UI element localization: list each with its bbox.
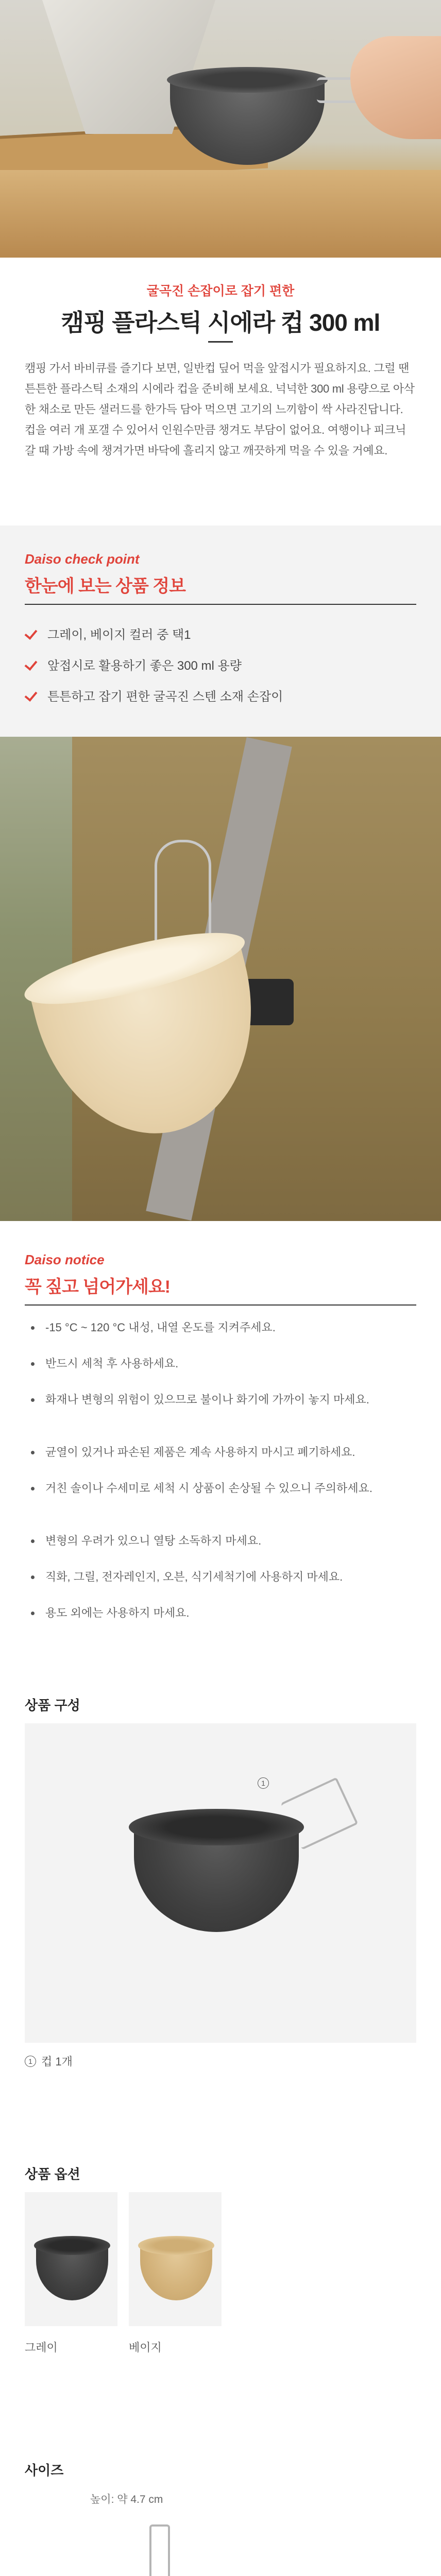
- size-title: 사이즈: [25, 2463, 64, 2478]
- height-label: 높이: 약 4.7 cm: [90, 2494, 163, 2505]
- size-handle-wire: [149, 2524, 170, 2576]
- item-marker: 1: [258, 1777, 269, 1789]
- notice-item: 거친 솔이나 수세미로 세척 시 상품이 손상될 수 있으니 주의하세요.: [31, 1479, 412, 1498]
- check-item: [25, 655, 242, 673]
- check-item-text: 튼튼하고 잡기 편한 굴곡진 스텐 소재 손잡이: [47, 690, 283, 704]
- check-item-text: 그레이, 베이지 컬러 중 택1: [47, 628, 191, 642]
- beige-cup-photo: [0, 737, 441, 1221]
- product-title: 캠핑 플라스틱 시에라 컵 300 ml: [61, 309, 380, 336]
- title-divider: [208, 341, 233, 343]
- hand: [350, 36, 441, 139]
- composition-title: 상품 구성: [25, 1698, 80, 1713]
- notice-item: 직화, 그릴, 전자레인지, 오븐, 식기세척기에 사용하지 마세요.: [31, 1567, 412, 1587]
- notice-item: 반드시 세척 후 사용하세요.: [31, 1354, 412, 1374]
- notice-item: 변형의 우려가 있으니 열탕 소독하지 마세요.: [31, 1531, 412, 1551]
- notice-item: 균열이 있거나 파손된 제품은 계속 사용하지 마시고 폐기하세요.: [31, 1443, 412, 1462]
- check-point-heading: 한눈에 보는 상품 정보: [25, 577, 185, 596]
- option-label-beige: 베이지: [129, 2341, 162, 2354]
- options-title: 상품 옵션: [25, 2166, 80, 2182]
- check-item: [25, 624, 191, 642]
- composition-item: [25, 2053, 73, 2069]
- check-item: [25, 686, 283, 704]
- notice-item: 화재나 변형의 위험이 있으므로 불이나 화기에 가까이 놓지 마세요.: [31, 1390, 412, 1410]
- check-point-eyebrow: Daiso check point: [25, 551, 140, 567]
- notice-eyebrow: Daiso notice: [25, 1252, 105, 1267]
- composition-item-label: 컵 1개: [41, 2055, 73, 2068]
- check-icon: [25, 690, 38, 701]
- notice-divider: [25, 1304, 416, 1306]
- wooden-table: [0, 170, 441, 258]
- notice-item: -15 °C ~ 120 °C 내성, 내열 온도를 지켜주세요.: [31, 1318, 412, 1337]
- check-point-divider: [25, 604, 416, 605]
- notice-heading: 꼭 짚고 넘어가세요!: [25, 1277, 170, 1297]
- check-item-text: 앞접시로 활용하기 좋은 300 ml 용량: [47, 659, 242, 673]
- check-icon: [25, 629, 38, 639]
- check-icon: [25, 659, 38, 670]
- hero-photo: [0, 0, 441, 258]
- intro-subtitle: 굴곡진 손잡이로 잡기 편한: [146, 284, 295, 298]
- option-label-gray: 그레이: [25, 2341, 58, 2354]
- item-marker: 1: [25, 2056, 36, 2067]
- notice-item: 용도 외에는 사용하지 마세요.: [31, 1603, 412, 1623]
- intro-description: 캠핑 가서 바비큐를 즐기다 보면, 일반컵 딮어 먹을 앞접시가 필요하지요. 그럴 땐 튼튼한 플라스틱 소재의 시에라 컵을 준비해 보세요. 넉넉한 300 ml 용량으로 아삭한 채소로 만든 샐러드를 한가득 담아 먹으면 고기의 느끼함이 싹 사라진답니다. 컵을 여러 개 포갤 수 있어서 인원수만큼 챙겨도 부담이 없어요. 여행이나 피크닉 갈 때 가방 속에 챙겨가면 바닥에 흘리지 않고 깨끗하게 먹을 수 있을 거예요.: [25, 362, 415, 457]
